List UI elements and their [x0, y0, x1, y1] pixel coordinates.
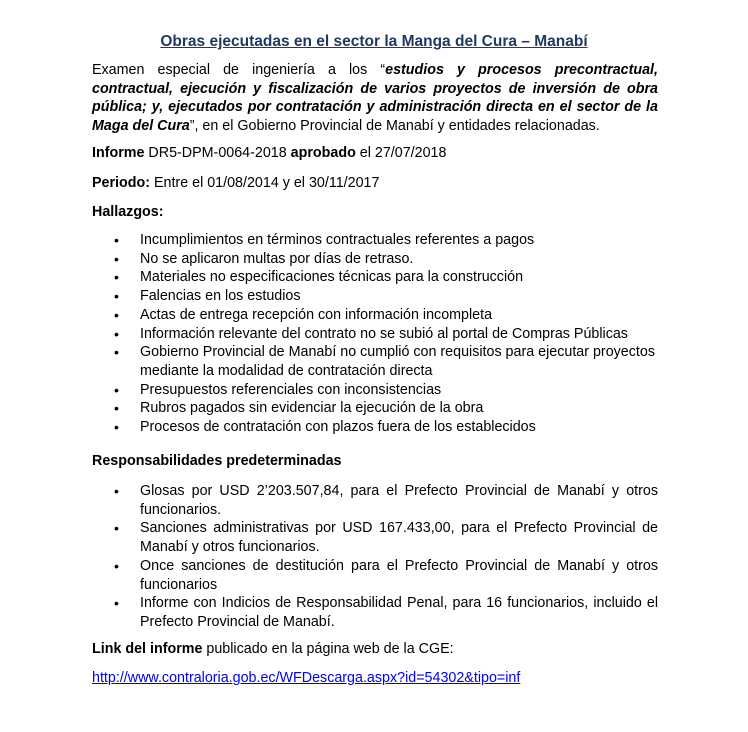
informe-approved-label: aprobado: [290, 145, 356, 161]
periodo-label: Periodo:: [92, 175, 150, 191]
intro-prefix: Examen especial de ingeniería a los “: [92, 62, 386, 78]
list-item: • Falencias en los estudios: [114, 288, 301, 305]
list-item: • Materiales no especificaciones técnicas para la construcción: [114, 269, 524, 286]
hallazgos-list: [92, 231, 658, 437]
bullet-icon: •: [114, 419, 119, 436]
responsabilidades-heading: Responsabilidades predeterminadas: [92, 453, 342, 469]
responsabilidades-list: [92, 482, 658, 632]
bullet-icon: •: [114, 483, 119, 499]
informe-code: DR5-DPM-0064-2018: [148, 145, 287, 161]
bullet-icon: •: [114, 306, 119, 323]
intro-suffix: ”, en el Gobierno Provincial de Manabí y entidades relacionadas.: [189, 117, 600, 134]
list-item: • Procesos de contratación con plazos fuera de los establecidos: [114, 419, 536, 436]
hallazgos-heading: Hallazgos:: [92, 204, 164, 220]
intro-italic: estudios y procesos precontractual, contractual, ejecución y fiscalización de varios proyectos de inversión de obra pública; y, ejecutados por contratación y administración directa en el sector de la Maga del Cura: [92, 62, 658, 134]
list-item: • Gobierno Provincial de Manabí no cumplió con requisitos para ejecutar proyectos mediante la modalidad de contratación directa: [114, 344, 655, 379]
intro-paragraph: [92, 61, 658, 135]
bullet-icon: •: [114, 381, 119, 398]
list-item: • Sanciones administrativas por USD 167.433,00, para el Prefecto Provincial de Manabí y otros funcionarios.: [114, 520, 658, 556]
bullet-icon: •: [114, 520, 119, 537]
informe-label: Informe: [92, 145, 145, 161]
bullet-icon: •: [114, 232, 119, 248]
document-title: Obras ejecutadas en el sector la Manga del Cura – Manabí: [160, 33, 588, 50]
list-item: • Glosas por USD 2’203.507,84, para el Prefecto Provincial de Manabí y otros funcionarios.: [114, 483, 658, 518]
bullet-icon: •: [114, 288, 119, 305]
bullet-icon: •: [114, 325, 119, 342]
bullet-icon: •: [114, 344, 119, 361]
periodo-line: [92, 174, 379, 192]
list-item: • Informe con Indicios de Responsabilidad Penal, para 16 funcionarios, incluido el Prefecto Provincial de Manabí.: [114, 595, 658, 630]
bullet-icon: •: [114, 269, 119, 286]
informe-approved-date: el 27/07/2018: [359, 145, 447, 161]
link-description: publicado en la página web de la CGE:: [206, 641, 454, 657]
bullet-icon: •: [114, 250, 119, 267]
periodo-text: Entre el 01/08/2014 y el 30/11/2017: [153, 175, 380, 191]
list-item: • Presupuestos referenciales con inconsistencias: [114, 381, 442, 398]
bullet-icon: •: [114, 557, 119, 574]
list-item: • Rubros pagados sin evidenciar la ejecución de la obra: [114, 400, 484, 417]
informe-line: [92, 144, 446, 162]
link-line: [92, 640, 454, 658]
bullet-icon: •: [114, 400, 119, 417]
bullet-icon: •: [114, 595, 119, 612]
list-item: • Incumplimientos en términos contractuales referentes a pagos: [114, 232, 535, 248]
list-item: • Once sanciones de destitución para el Prefecto Provincial de Manabí y otros funcionarios: [114, 557, 658, 593]
report-link[interactable]: http://www.contraloria.gob.ec/WFDescarga.aspx?id=54302&tipo=inf: [92, 670, 521, 686]
list-item: • Información relevante del contrato no se subió al portal de Compras Públicas: [114, 325, 628, 342]
report-link-line: [92, 669, 520, 687]
link-label: Link del informe: [92, 641, 203, 657]
list-item: • Actas de entrega recepción con información incompleta: [114, 306, 493, 323]
list-item: • No se aplicaron multas por días de retraso.: [114, 250, 414, 267]
